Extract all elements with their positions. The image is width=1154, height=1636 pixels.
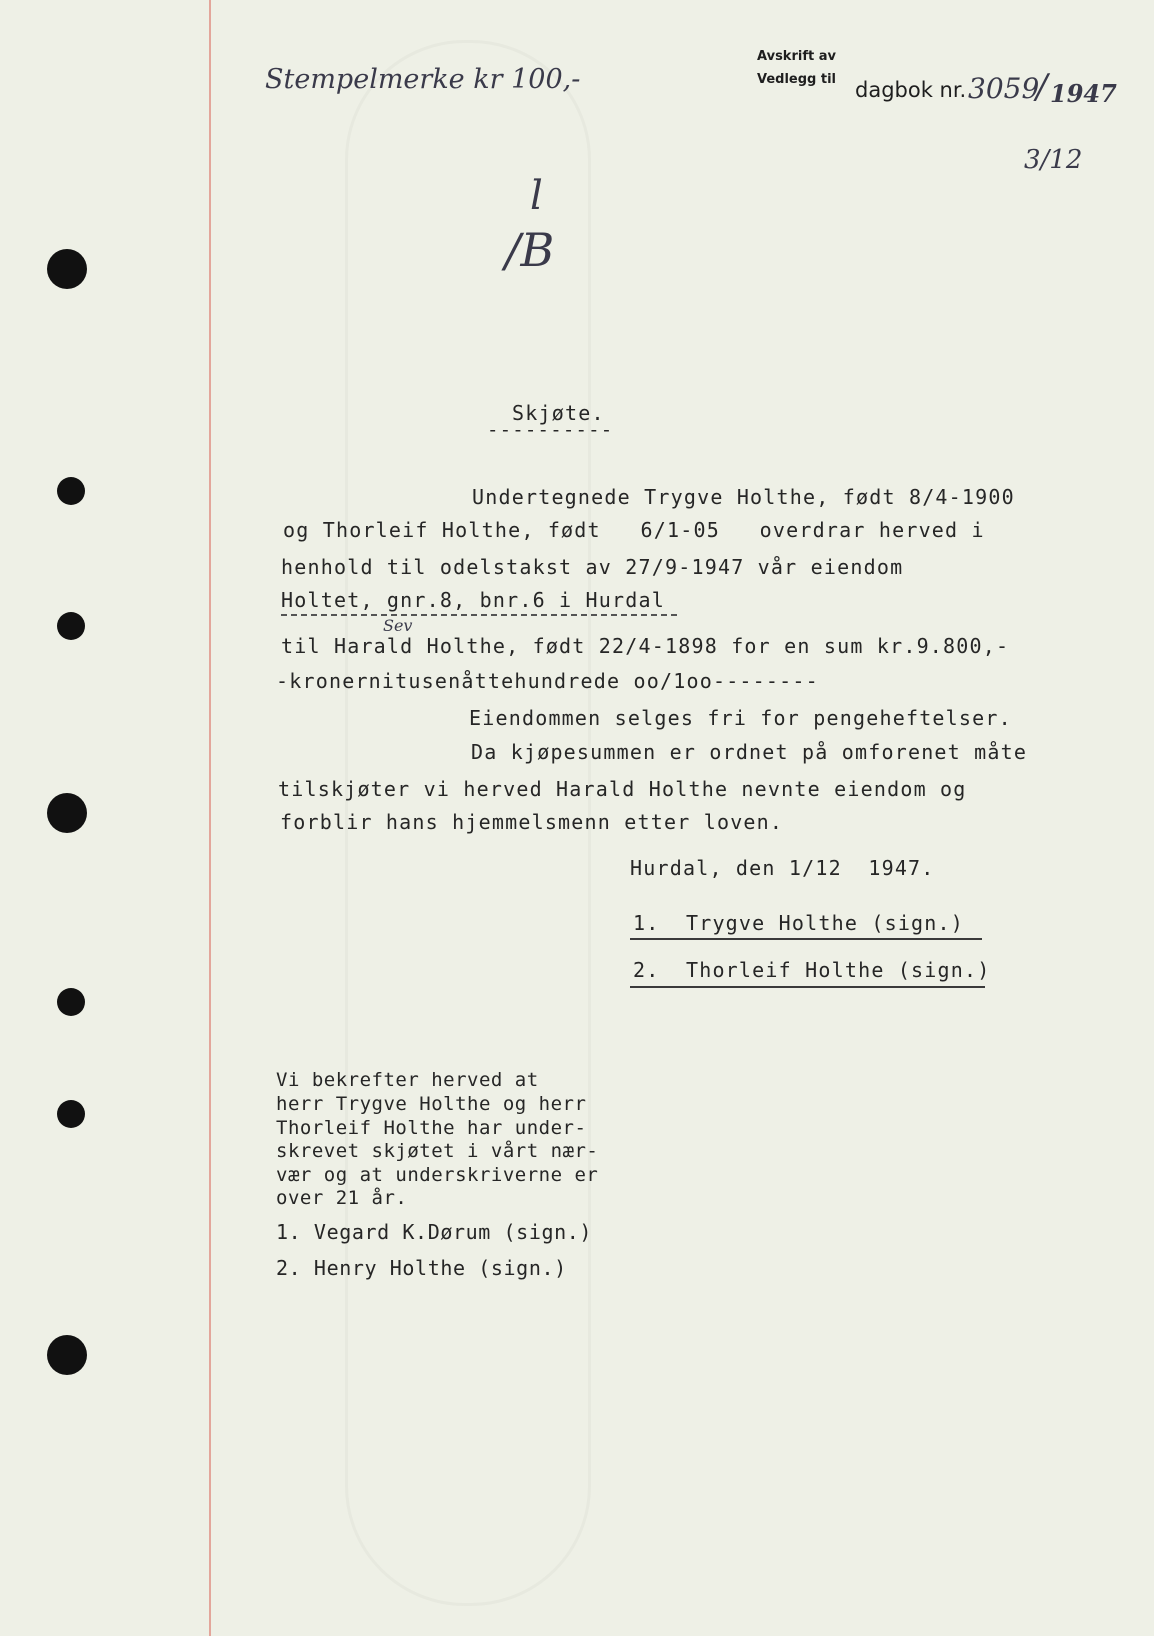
binder-hole bbox=[57, 477, 85, 505]
witness-line: skrevet skjøtet i vårt nær- bbox=[276, 1140, 599, 1162]
witness-line: Thorleif Holthe har under- bbox=[276, 1117, 587, 1139]
body-line: tilskjøter vi herved Harald Holthe nevnte eiendom og bbox=[278, 777, 967, 801]
binder-hole bbox=[57, 612, 85, 640]
document-title: Skjøte. bbox=[512, 401, 605, 425]
initials-top: l bbox=[530, 173, 543, 219]
body-line: og Thorleif Holthe, født 6/1-05 overdrar herved i bbox=[283, 518, 985, 542]
binder-hole bbox=[47, 793, 87, 833]
body-line: til Harald Holthe, født 22/4-1898 for en sum kr.9.800,- bbox=[281, 634, 1010, 658]
property-underline bbox=[281, 614, 677, 616]
insertion-note: Sev bbox=[383, 616, 413, 635]
signature-line: 1. Trygve Holthe (sign.) bbox=[633, 911, 965, 935]
body-line: Da kjøpesummen er ordnet på omforenet måte bbox=[471, 740, 1028, 764]
witness-line: Vi bekrefter herved at bbox=[276, 1069, 539, 1091]
margin-line bbox=[209, 0, 211, 1636]
signature-line: 2. Thorleif Holthe (sign.) bbox=[633, 958, 991, 982]
body-line: forblir hans hjemmelsmenn etter loven. bbox=[280, 810, 784, 834]
binder-hole bbox=[47, 249, 87, 289]
date-note: 3/12 bbox=[1024, 145, 1083, 175]
dagbok-year-separator: / bbox=[1036, 67, 1048, 107]
body-line: Undertegnede Trygve Holthe, født 8/4-1900 bbox=[472, 485, 1015, 509]
property-description: Holtet, gnr.8, bnr.6 i Hurdal bbox=[281, 588, 665, 612]
signature-underline bbox=[630, 986, 985, 988]
body-line: Eiendommen selges fri for pengeheftelser. bbox=[469, 706, 1012, 730]
witness-signature: 2. Henry Holthe (sign.) bbox=[276, 1256, 567, 1280]
place-date: Hurdal, den 1/12 1947. bbox=[630, 856, 935, 880]
body-line: -kronernitusenåttehundrede oo/1oo-------- bbox=[276, 669, 819, 693]
witness-line: vær og at underskriverne er bbox=[276, 1164, 599, 1186]
stamp-duty-note: Stempelmerke kr 100,- bbox=[265, 64, 581, 95]
binder-hole bbox=[57, 988, 85, 1016]
witness-line: over 21 år. bbox=[276, 1187, 408, 1209]
dagbok-year: 1947 bbox=[1050, 79, 1117, 108]
stamp-line-2: Vedlegg til bbox=[757, 72, 837, 87]
initials-bottom: /B bbox=[505, 223, 555, 277]
witness-signature: 1. Vegard K.Dørum (sign.) bbox=[276, 1220, 593, 1244]
binder-hole bbox=[47, 1335, 87, 1375]
dagbok-label: dagbok nr. bbox=[855, 78, 967, 102]
body-line: henhold til odelstakst av 27/9-1947 vår eiendom bbox=[281, 555, 904, 579]
dagbok-number: 3059 bbox=[968, 72, 1040, 105]
title-underline: ---------- bbox=[487, 419, 614, 441]
signature-underline bbox=[630, 938, 982, 940]
binder-hole bbox=[57, 1100, 85, 1128]
stamp-line-1: Avskrift av bbox=[757, 49, 836, 64]
witness-line: herr Trygve Holthe og herr bbox=[276, 1093, 587, 1115]
